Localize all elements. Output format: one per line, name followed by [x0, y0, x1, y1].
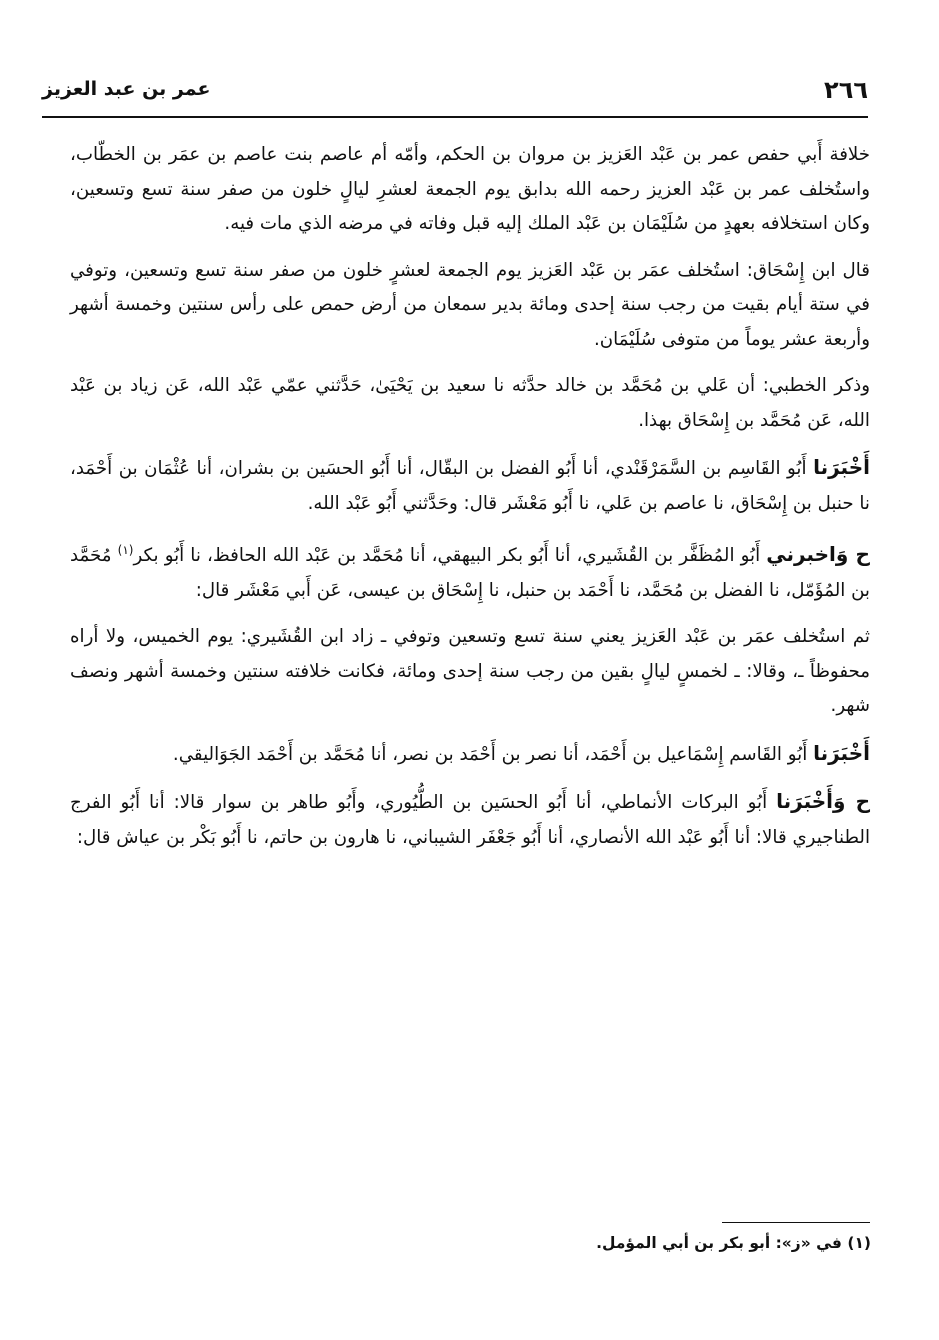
paragraph-5: [70, 533, 870, 608]
footnote-divider: [722, 1222, 870, 1223]
paragraph-text: أَبُو القَاسم إِسْمَاعيل بن أَحْمَد، أنا نصر بن أَحْمَد بن نصر، أنا مُحَمَّد بن أَحْمَد الجَوَاليقي.: [172, 743, 808, 765]
paragraph-text: قال ابن إِسْحَاق: استُخلف عمَر بن عَبْد العَزيز يوم الجمعة لعشرٍ خلون من صفر سنة تسع وتسعين، وتوفي في ستة أيام بقيت من رجب سنة إحدى ومائة بدير سمعان من أرض حمص على رأس سنتين وخمسة أشهر وأربعة عشر يوماً من متوفى سُلَيْمَان.: [70, 259, 870, 350]
page-header: [42, 72, 868, 118]
paragraph-text: أَبُو البركات الأنماطي، أنا أَبُو الحسَين بن الطُّيُوري، وأَبُو طاهر بن سوار قالا: أنا أَبُو الفرج الطناجيري قالا: أنا أَبُو عَبْد الله الأنصاري، أنا أَبُو جَعْفَر الشيباني، نا هارون بن حاتم، نا أَبُو بَكْر بن عياش قال:: [70, 792, 870, 848]
paragraph-3: [70, 369, 870, 438]
footnote: [171, 1234, 871, 1252]
page-number: ٢٦٦: [824, 76, 868, 104]
footnote-text: في «ز»: أبو بكر بن أبي المؤمل.: [596, 1234, 842, 1252]
paragraph-text: ثم استُخلف عمَر بن عَبْد العَزيز يعني سنة تسع وتسعين وتوفي ـ زاد ابن القُشَيري: يوم الخميس، ولا أراه محفوظاً ـ، وقالا: ـ لخمسٍ ليالٍ بقين من رجب سنة إحدى ومائة، فكانت خلافته سنتين وخمسة أشهر ونصف شهر.: [70, 626, 870, 717]
main-text: [70, 138, 870, 867]
isnad-lead: ح وَأَخْبَرَنا: [776, 789, 870, 814]
paragraph-2: [70, 254, 870, 358]
paragraph-6: [70, 620, 870, 724]
paragraph-4: [70, 450, 870, 521]
isnad-lead: ح وَاخبرني: [766, 542, 870, 567]
paragraph-8: [70, 784, 870, 855]
isnad-lead: أَخْبَرَنا: [813, 740, 870, 765]
paragraph-text-continued: مُحَمَّد بن المُؤَمّل، نا الفضل بن مُحَمَّد، نا أَحْمَد بن حنبل، نا إِسْحَاق بن عيسى، عَن أَبي مَعْشَر قال:: [70, 545, 870, 601]
isnad-lead: أَخْبَرَنا: [813, 455, 870, 479]
paragraph-text: أَبُو المُظَفَّر بن القُشَيري، أنا أَبُو بكر البيهقي، أنا مُحَمَّد بن عَبْد الله الحافظ، نا أَبُو بكر: [133, 545, 761, 567]
paragraph-text: خلافة أَبي حفص عمر بن عَبْد العَزيز بن مروان بن الحكم، وأمّه أم عاصم بنت عاصم بن عمَر بن الخطّاب، واستُخلف عمر بن عَبْد العزيز رحمه الله بدابق يوم الجمعة لعشرِ ليالٍ خلون من صفر سنة تسع وتسعين، وكان استخلافه بعهدٍ من سُلَيْمَان بن عَبْد الملك إليه قبل وفاته في مرضه الذي مات فيه.: [70, 144, 870, 234]
paragraph-text: أَبُو القَاسِم بن السَّمَرْقَنْدي، أنا أَبُو الفضل بن البقّال، أنا أَبُو الحسَين بن بشران، أنا عُثْمَان بن أَحْمَد، نا حنبل بن إِسْحَاق، نا عاصم بن عَلي، نا أَبُو مَعْشَر قال: وحَدَّثني أَبُو عَبْد الله.: [70, 458, 870, 514]
footnote-marker: (١): [847, 1234, 871, 1252]
paragraph-1: [70, 138, 870, 242]
footnote-reference: (١): [117, 543, 134, 557]
paragraph-text: وذكر الخطبي: أن عَلي بن مُحَمَّد بن خالد حدَّثه نا سعيد بن يَحْيَىٰ، حَدَّثني عمّي عَبْد الله، عَن زياد بن عَبْد الله، عَن مُحَمَّد بن إِسْحَاق بهذا.: [70, 375, 870, 431]
paragraph-7: [70, 736, 870, 773]
running-title: عمر بن عبد العزيز: [42, 78, 211, 100]
